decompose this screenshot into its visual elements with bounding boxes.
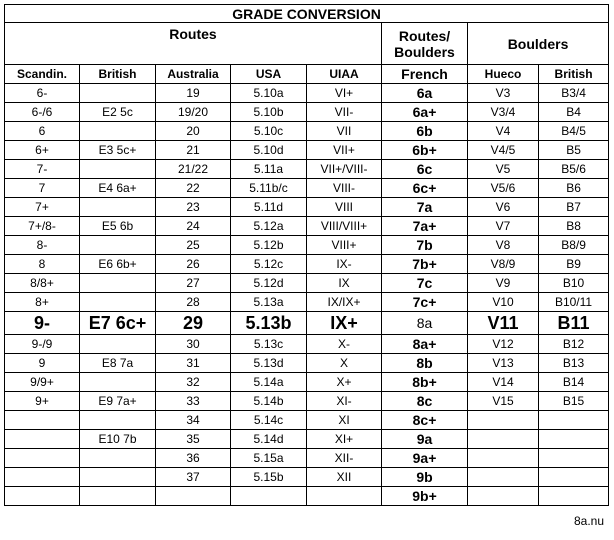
- cell-british-boulders: [539, 430, 609, 449]
- cell-british-boulders: B15: [539, 392, 609, 411]
- cell-scandinavian: 9-/9: [5, 335, 80, 354]
- cell-british-boulders: B12: [539, 335, 609, 354]
- cell-french: 6a: [382, 84, 468, 103]
- cell-australia: 24: [156, 217, 231, 236]
- cell-french: 7a+: [382, 217, 468, 236]
- cell-french: 8c: [382, 392, 468, 411]
- col-header-british-routes: British: [80, 65, 156, 84]
- cell-uiaa: X+: [307, 373, 382, 392]
- cell-french: 8a: [382, 312, 468, 335]
- cell-hueco: V10: [468, 293, 539, 312]
- cell-french: 9a+: [382, 449, 468, 468]
- cell-french: 6a+: [382, 103, 468, 122]
- cell-hueco: V4: [468, 122, 539, 141]
- cell-australia: 35: [156, 430, 231, 449]
- cell-scandinavian: [5, 411, 80, 430]
- table-row: [5, 179, 609, 198]
- cell-british-routes: [80, 160, 156, 179]
- col-header-british-boulders: British: [539, 65, 609, 84]
- table-row: [5, 293, 609, 312]
- cell-hueco: V12: [468, 335, 539, 354]
- table-row: [5, 122, 609, 141]
- cell-french: 8a+: [382, 335, 468, 354]
- cell-british-boulders: B9: [539, 255, 609, 274]
- cell-usa: 5.13b: [231, 312, 307, 335]
- table-row: [5, 141, 609, 160]
- cell-usa: 5.11d: [231, 198, 307, 217]
- cell-usa: 5.12c: [231, 255, 307, 274]
- cell-british-boulders: B10/11: [539, 293, 609, 312]
- cell-scandinavian: 7: [5, 179, 80, 198]
- table-row: [5, 411, 609, 430]
- cell-hueco: [468, 430, 539, 449]
- cell-australia: 20: [156, 122, 231, 141]
- cell-uiaa: XI-: [307, 392, 382, 411]
- cell-british-boulders: [539, 468, 609, 487]
- cell-british-routes: [80, 449, 156, 468]
- table-row: [5, 312, 609, 335]
- cell-scandinavian: 8: [5, 255, 80, 274]
- cell-french: 6c+: [382, 179, 468, 198]
- cell-usa: 5.12a: [231, 217, 307, 236]
- cell-usa: 5.15b: [231, 468, 307, 487]
- cell-british-boulders: B8/9: [539, 236, 609, 255]
- cell-british-routes: E6 6b+: [80, 255, 156, 274]
- cell-british-routes: E5 6b: [80, 217, 156, 236]
- cell-british-boulders: B8: [539, 217, 609, 236]
- cell-hueco: V8: [468, 236, 539, 255]
- cell-british-boulders: B6: [539, 179, 609, 198]
- cell-uiaa: VII-: [307, 103, 382, 122]
- cell-australia: 32: [156, 373, 231, 392]
- cell-british-boulders: [539, 411, 609, 430]
- cell-scandinavian: [5, 449, 80, 468]
- col-header-usa: USA: [231, 65, 307, 84]
- cell-british-routes: [80, 274, 156, 293]
- cell-australia: 21/22: [156, 160, 231, 179]
- cell-australia: 22: [156, 179, 231, 198]
- cell-australia: 31: [156, 354, 231, 373]
- cell-hueco: V3/4: [468, 103, 539, 122]
- cell-french: 9b+: [382, 487, 468, 506]
- cell-british-boulders: [539, 487, 609, 506]
- cell-hueco: V9: [468, 274, 539, 293]
- cell-hueco: [468, 411, 539, 430]
- cell-scandinavian: 9: [5, 354, 80, 373]
- table-row: [5, 335, 609, 354]
- cell-british-routes: [80, 335, 156, 354]
- cell-uiaa: XI+: [307, 430, 382, 449]
- cell-scandinavian: 8/8+: [5, 274, 80, 293]
- cell-usa: 5.13d: [231, 354, 307, 373]
- col-header-uiaa: UIAA: [307, 65, 382, 84]
- cell-british-routes: [80, 198, 156, 217]
- cell-french: 7b: [382, 236, 468, 255]
- cell-french: 8b+: [382, 373, 468, 392]
- table-row: [5, 103, 609, 122]
- cell-french: 8b: [382, 354, 468, 373]
- cell-australia: 21: [156, 141, 231, 160]
- cell-uiaa: VIII: [307, 198, 382, 217]
- table-row: [5, 430, 609, 449]
- cell-british-boulders: B10: [539, 274, 609, 293]
- cell-scandinavian: 8-: [5, 236, 80, 255]
- cell-french: 9a: [382, 430, 468, 449]
- cell-australia: 27: [156, 274, 231, 293]
- cell-scandinavian: [5, 487, 80, 506]
- cell-usa: 5.12b: [231, 236, 307, 255]
- cell-uiaa: XI: [307, 411, 382, 430]
- cell-uiaa: [307, 487, 382, 506]
- cell-uiaa: IX/IX+: [307, 293, 382, 312]
- cell-usa: 5.10c: [231, 122, 307, 141]
- col-header-french: French: [382, 65, 468, 84]
- table-row: [5, 198, 609, 217]
- table-row: [5, 392, 609, 411]
- table-row: [5, 236, 609, 255]
- cell-hueco: V14: [468, 373, 539, 392]
- table-title: GRADE CONVERSION: [5, 5, 609, 23]
- cell-hueco: V15: [468, 392, 539, 411]
- cell-australia: 36: [156, 449, 231, 468]
- cell-british-boulders: B4: [539, 103, 609, 122]
- cell-french: 7c+: [382, 293, 468, 312]
- cell-australia: 28: [156, 293, 231, 312]
- cell-british-routes: [80, 468, 156, 487]
- cell-french: 7c: [382, 274, 468, 293]
- cell-british-routes: [80, 122, 156, 141]
- cell-scandinavian: 6-/6: [5, 103, 80, 122]
- cell-hueco: V7: [468, 217, 539, 236]
- cell-usa: 5.14d: [231, 430, 307, 449]
- table-row: [5, 217, 609, 236]
- cell-hueco: [468, 487, 539, 506]
- cell-scandinavian: 7+/8-: [5, 217, 80, 236]
- cell-british-routes: [80, 84, 156, 103]
- cell-uiaa: X: [307, 354, 382, 373]
- cell-usa: 5.14c: [231, 411, 307, 430]
- col-header-scandinavian: Scandin.: [5, 65, 80, 84]
- cell-british-routes: E8 7a: [80, 354, 156, 373]
- cell-australia: 19: [156, 84, 231, 103]
- cell-hueco: V11: [468, 312, 539, 335]
- table-row: [5, 274, 609, 293]
- cell-french: 9b: [382, 468, 468, 487]
- cell-scandinavian: 8+: [5, 293, 80, 312]
- cell-french: 6c: [382, 160, 468, 179]
- cell-hueco: V8/9: [468, 255, 539, 274]
- table-row: [5, 255, 609, 274]
- table-row: [5, 487, 609, 506]
- table-row: [5, 354, 609, 373]
- cell-british-boulders: B5/6: [539, 160, 609, 179]
- cell-usa: 5.10a: [231, 84, 307, 103]
- cell-hueco: V6: [468, 198, 539, 217]
- site-footer: 8a.nu: [573, 514, 604, 528]
- cell-australia: 26: [156, 255, 231, 274]
- cell-usa: 5.15a: [231, 449, 307, 468]
- cell-uiaa: VIII/VIII+: [307, 217, 382, 236]
- group-routes: Routes: [5, 23, 382, 65]
- cell-british-routes: [80, 293, 156, 312]
- cell-australia: 37: [156, 468, 231, 487]
- col-header-australia: Australia: [156, 65, 231, 84]
- cell-usa: 5.10b: [231, 103, 307, 122]
- cell-australia: 23: [156, 198, 231, 217]
- cell-british-boulders: B13: [539, 354, 609, 373]
- cell-british-routes: E7 6c+: [80, 312, 156, 335]
- cell-australia: 29: [156, 312, 231, 335]
- cell-british-boulders: B3/4: [539, 84, 609, 103]
- cell-uiaa: VII+/VIII-: [307, 160, 382, 179]
- cell-uiaa: X-: [307, 335, 382, 354]
- cell-uiaa: VI+: [307, 84, 382, 103]
- cell-scandinavian: 6+: [5, 141, 80, 160]
- cell-british-routes: E3 5c+: [80, 141, 156, 160]
- cell-british-routes: [80, 373, 156, 392]
- cell-british-routes: E9 7a+: [80, 392, 156, 411]
- cell-usa: [231, 487, 307, 506]
- cell-usa: 5.11a: [231, 160, 307, 179]
- cell-uiaa: VIII-: [307, 179, 382, 198]
- table-row: [5, 373, 609, 392]
- cell-hueco: V4/5: [468, 141, 539, 160]
- cell-british-boulders: B14: [539, 373, 609, 392]
- cell-usa: 5.11b/c: [231, 179, 307, 198]
- cell-scandinavian: 7+: [5, 198, 80, 217]
- column-header-row: [5, 65, 609, 84]
- cell-australia: [156, 487, 231, 506]
- cell-hueco: V5: [468, 160, 539, 179]
- cell-british-boulders: B7: [539, 198, 609, 217]
- cell-scandinavian: 7-: [5, 160, 80, 179]
- cell-french: 7b+: [382, 255, 468, 274]
- cell-british-boulders: B11: [539, 312, 609, 335]
- cell-british-boulders: B5: [539, 141, 609, 160]
- table-row: [5, 468, 609, 487]
- cell-australia: 33: [156, 392, 231, 411]
- cell-french: 8c+: [382, 411, 468, 430]
- cell-uiaa: XII: [307, 468, 382, 487]
- cell-australia: 25: [156, 236, 231, 255]
- group-routes-boulders-line2: Boulders: [394, 43, 455, 60]
- cell-scandinavian: [5, 430, 80, 449]
- grade-conversion-table: [4, 4, 609, 506]
- cell-scandinavian: [5, 468, 80, 487]
- cell-usa: 5.14b: [231, 392, 307, 411]
- cell-british-routes: [80, 236, 156, 255]
- table-row: [5, 449, 609, 468]
- cell-british-routes: E2 5c: [80, 103, 156, 122]
- cell-usa: 5.12d: [231, 274, 307, 293]
- table-row: [5, 160, 609, 179]
- cell-australia: 34: [156, 411, 231, 430]
- cell-usa: 5.13c: [231, 335, 307, 354]
- cell-australia: 19/20: [156, 103, 231, 122]
- cell-scandinavian: 6: [5, 122, 80, 141]
- cell-british-routes: E10 7b: [80, 430, 156, 449]
- cell-french: 7a: [382, 198, 468, 217]
- cell-usa: 5.10d: [231, 141, 307, 160]
- cell-hueco: [468, 449, 539, 468]
- cell-hueco: V13: [468, 354, 539, 373]
- group-boulders: Boulders: [468, 23, 609, 65]
- cell-scandinavian: 6-: [5, 84, 80, 103]
- cell-hueco: [468, 468, 539, 487]
- cell-usa: 5.14a: [231, 373, 307, 392]
- cell-british-boulders: [539, 449, 609, 468]
- cell-hueco: V5/6: [468, 179, 539, 198]
- cell-uiaa: XII-: [307, 449, 382, 468]
- cell-british-routes: E4 6a+: [80, 179, 156, 198]
- cell-uiaa: IX+: [307, 312, 382, 335]
- cell-british-boulders: B4/5: [539, 122, 609, 141]
- cell-scandinavian: 9/9+: [5, 373, 80, 392]
- cell-french: 6b+: [382, 141, 468, 160]
- cell-uiaa: IX-: [307, 255, 382, 274]
- cell-uiaa: IX: [307, 274, 382, 293]
- col-header-hueco: Hueco: [468, 65, 539, 84]
- cell-scandinavian: 9-: [5, 312, 80, 335]
- group-routes-boulders: [382, 23, 468, 65]
- cell-hueco: V3: [468, 84, 539, 103]
- cell-australia: 30: [156, 335, 231, 354]
- cell-french: 6b: [382, 122, 468, 141]
- cell-uiaa: VII+: [307, 141, 382, 160]
- cell-british-routes: [80, 487, 156, 506]
- table-row: [5, 84, 609, 103]
- cell-uiaa: VIII+: [307, 236, 382, 255]
- group-routes-boulders-line1: Routes/: [398, 27, 451, 44]
- cell-uiaa: VII: [307, 122, 382, 141]
- cell-british-routes: [80, 411, 156, 430]
- cell-usa: 5.13a: [231, 293, 307, 312]
- cell-scandinavian: 9+: [5, 392, 80, 411]
